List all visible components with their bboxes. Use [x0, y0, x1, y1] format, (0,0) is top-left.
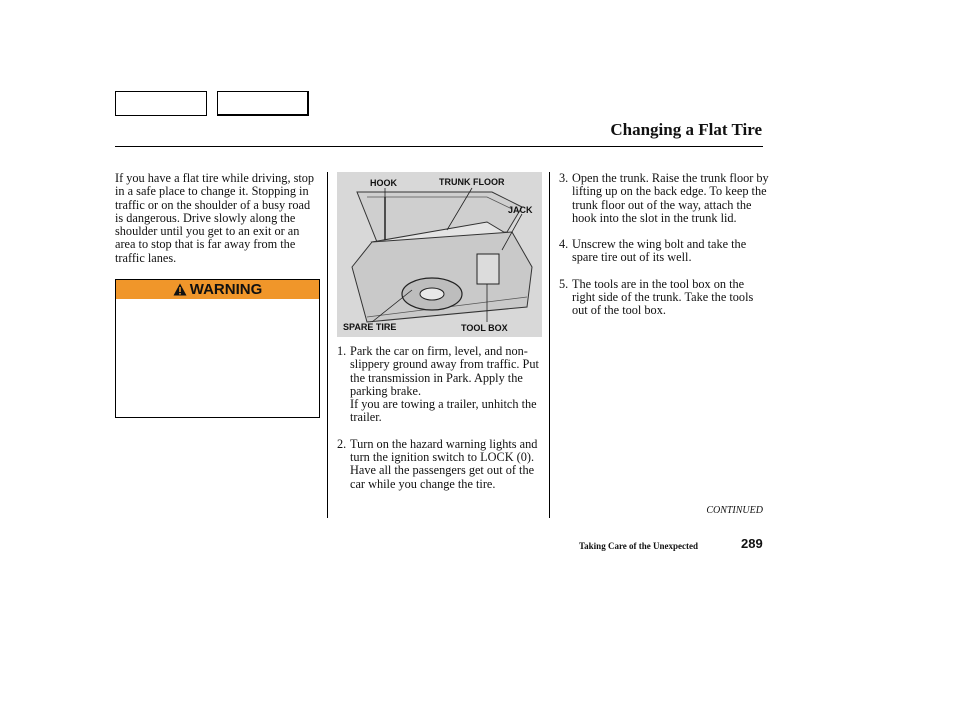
warning-box	[115, 279, 320, 418]
label-tool-box: TOOL BOX	[461, 323, 508, 333]
trunk-illustration	[337, 172, 542, 337]
steps-column-right	[559, 172, 769, 331]
step-text: Open the trunk. Raise the trunk floor by lifting up on the back edge. To keep the trunk floor out of the way, attach the hook into the slot in the trunk lid.	[572, 171, 769, 225]
trunk-drawing	[337, 172, 542, 337]
label-trunk-floor: TRUNK FLOOR	[439, 177, 505, 187]
nav-box-1[interactable]	[115, 91, 207, 116]
label-spare-tire: SPARE TIRE	[343, 322, 397, 332]
step-text: The tools are in the tool box on the right side of the trunk. Take the tools out of the tool box.	[572, 276, 754, 318]
step-number: 4.	[559, 237, 569, 252]
step-text: Park the car on firm, level, and non-slippery ground away from traffic. Put the transmission in Park. Apply the parking brake.	[350, 344, 539, 398]
warning-label: WARNING	[189, 281, 263, 298]
intro-text: If you have a flat tire while driving, stop in a safe place to change it. Stopping in traffic or on the shoulder of a busy road is dangerous. Drive slowly along the shoulder until you get to an exit or an area to stop that is far away from the traffic lanes.	[115, 171, 315, 265]
footer-section-title: Taking Care of the Unexpected	[579, 541, 698, 551]
label-jack: JACK	[508, 205, 533, 215]
warning-header	[116, 280, 319, 299]
step-text: Unscrew the wing bolt and take the spare tire out of its well.	[572, 237, 747, 265]
continued-label: CONTINUED	[706, 505, 763, 516]
column-divider-2	[549, 172, 550, 518]
label-hook: HOOK	[370, 178, 397, 188]
warning-triangle-icon	[173, 283, 187, 296]
step-1	[337, 345, 543, 425]
page-number: 289	[741, 536, 763, 551]
step-number: 1.	[337, 344, 347, 358]
step-number: 3.	[559, 171, 569, 185]
step-number: 2.	[337, 436, 347, 451]
step-2	[337, 438, 543, 491]
header-rule	[115, 146, 763, 147]
step-extra-text: If you are towing a trailer, unhitch the trailer.	[350, 397, 537, 425]
steps-column-middle	[337, 345, 543, 504]
page-title: Changing a Flat Tire	[610, 120, 762, 139]
step-5	[559, 278, 769, 318]
step-4	[559, 238, 769, 265]
step-number: 5.	[559, 276, 569, 291]
column-divider-1	[327, 172, 328, 518]
intro-paragraph	[115, 172, 321, 265]
nav-box-2[interactable]	[217, 91, 309, 116]
step-3	[559, 172, 769, 225]
step-text: Turn on the hazard warning lights and turn the ignition switch to LOCK (0). Have all the passengers get out of the car while you change the tire.	[350, 436, 538, 491]
